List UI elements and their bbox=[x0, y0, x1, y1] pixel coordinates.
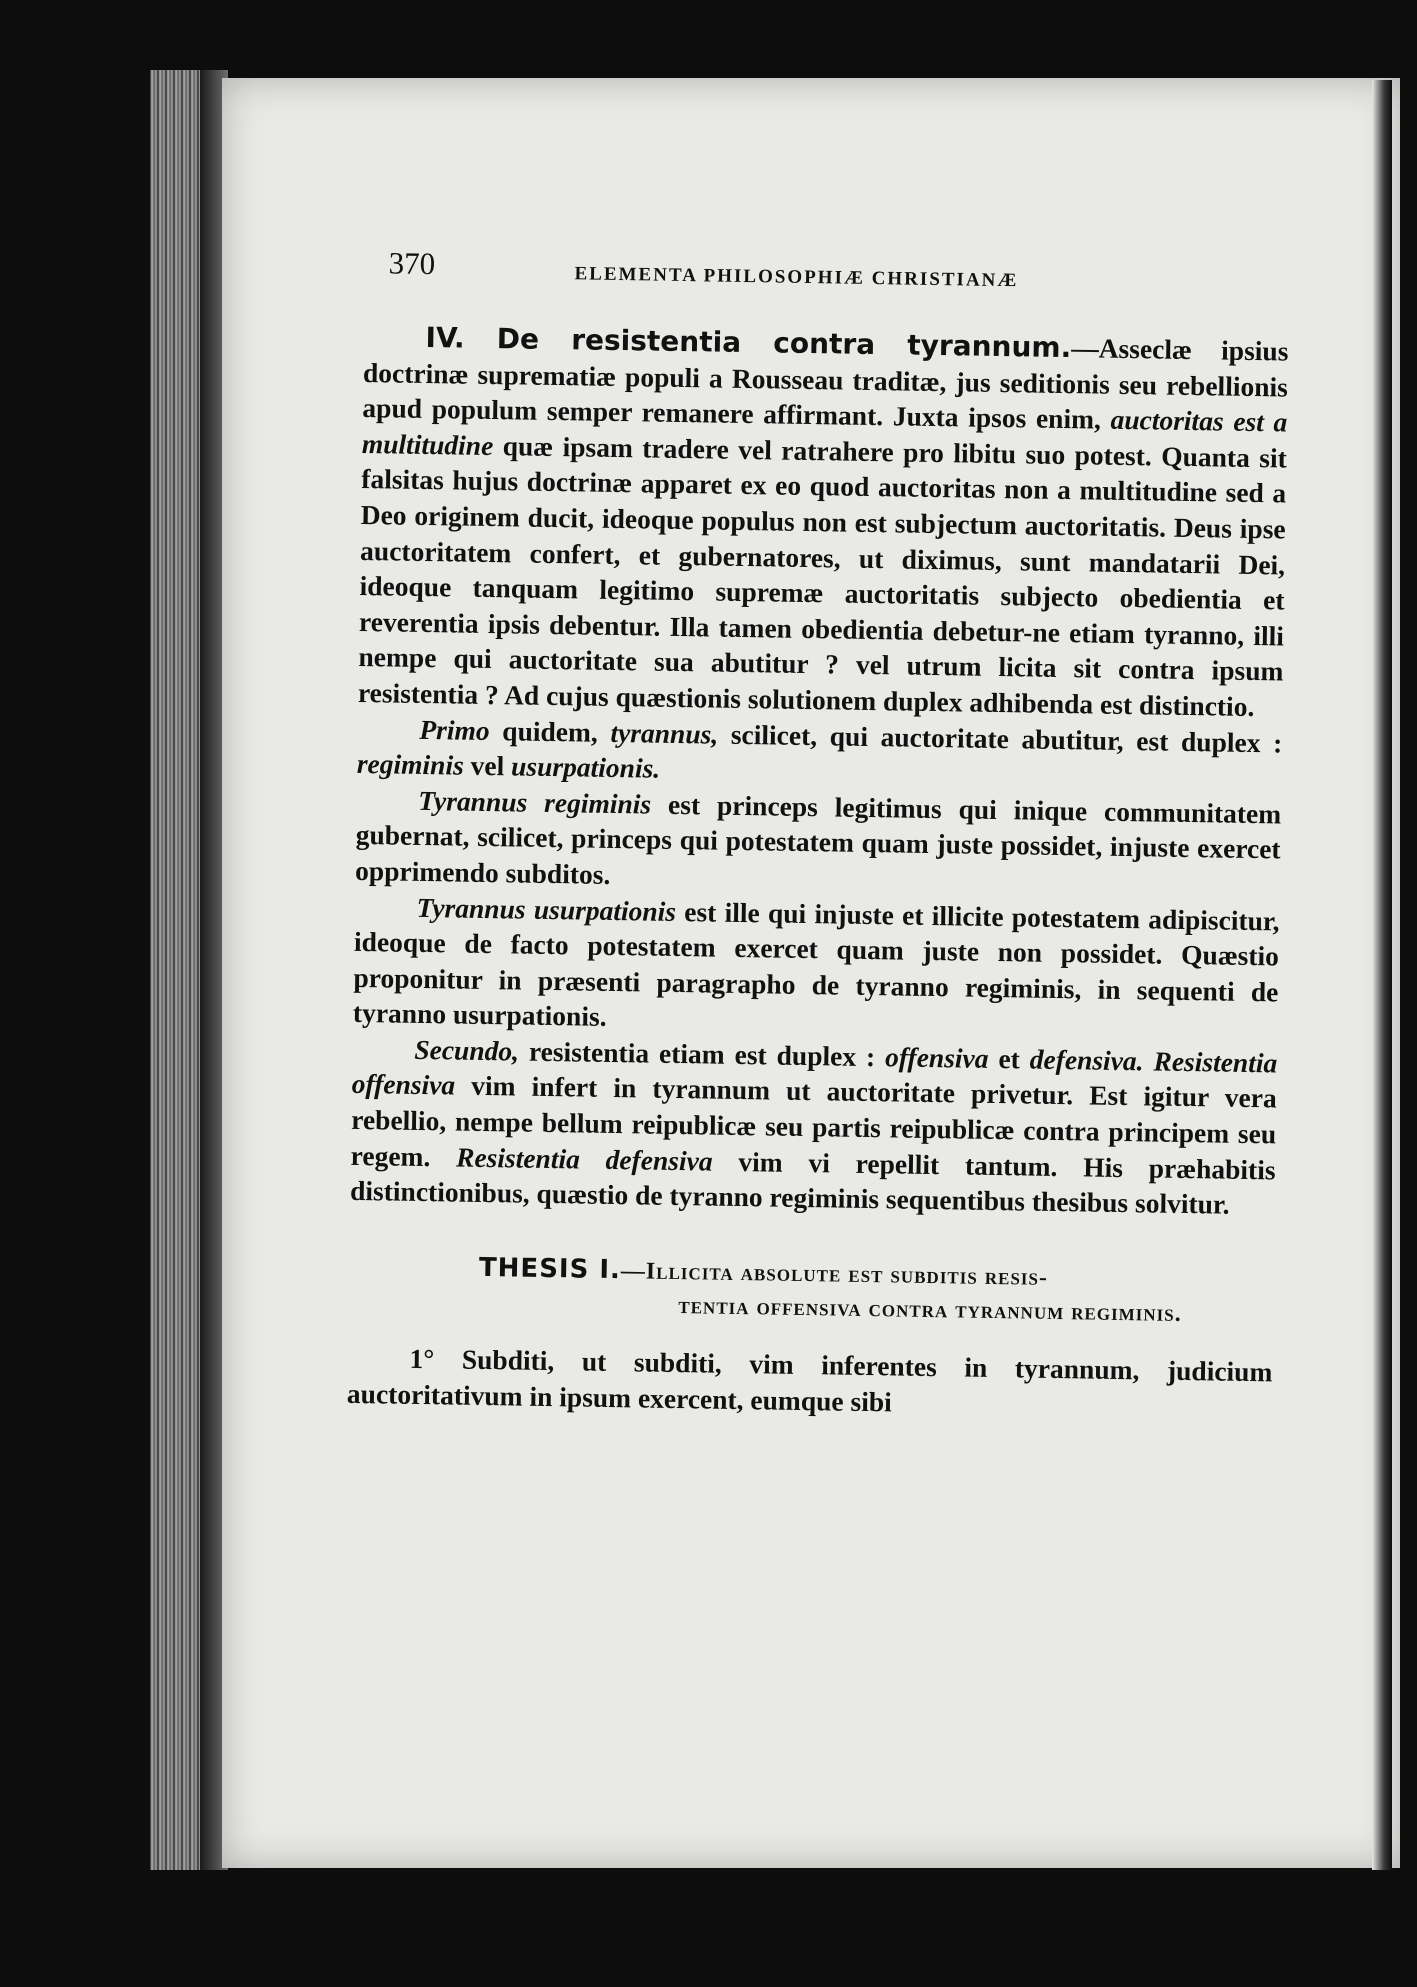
page-text-block bbox=[347, 245, 1290, 1426]
italic-run: tyrannus, bbox=[610, 716, 719, 750]
text-run: quidem, bbox=[489, 714, 611, 748]
italic-run: Tyrannus regiminis bbox=[418, 784, 652, 820]
italic-run: usurpationis. bbox=[510, 750, 661, 784]
paragraph-4 bbox=[353, 888, 1280, 1045]
text-run: et bbox=[988, 1042, 1031, 1075]
text-run: vim infert in tyrannum ut auctoritate privetur. Est igitur vera rebellio, nempe bellum reipublicæ seu partis reipublicæ contra principem seu regem. bbox=[350, 1069, 1277, 1173]
section-heading: IV. De resistentia contra tyrannum. bbox=[425, 320, 1072, 365]
text-run: scilicet, qui auctoritate abutitur, est duplex : bbox=[717, 718, 1283, 758]
paragraph-5 bbox=[350, 1031, 1278, 1223]
italic-run: Resistentia offensiva bbox=[351, 1045, 1278, 1101]
italic-run: offensiva bbox=[884, 1041, 989, 1074]
thesis-heading bbox=[348, 1247, 1274, 1333]
paragraph-3 bbox=[355, 782, 1282, 903]
paragraph-6: 1° Subditi, ut subditi, vim inferentes in tyrannum, judicium auctoritativum in ipsum exercent, eumque sibi bbox=[346, 1343, 1273, 1418]
italic-run: Primo bbox=[419, 713, 490, 746]
italic-run: defensiva. bbox=[1029, 1043, 1144, 1077]
italic-run: regiminis bbox=[356, 748, 465, 781]
paragraph-1 bbox=[358, 319, 1289, 725]
italic-run: auctoritas est a multitudine bbox=[361, 403, 1288, 461]
text-run: vel bbox=[463, 749, 512, 782]
running-title: ELEMENTA PHILOSOPHIÆ CHRISTIANÆ bbox=[574, 263, 1019, 292]
page-number: 370 bbox=[388, 245, 436, 282]
text-run: est ille qui injuste et illicite potestatem adipiscitur, ideoque de facto potestatem exercet quam juste non possidet. Quæstio proponitur in præsenti paragrapho de tyranno regiminis, in sequenti de tyranno usurpationis. bbox=[352, 895, 1280, 1033]
text-run: vim vi repellit tantum. His præhabitis distinctionibus, quæstio de tyranno regiminis sequentibus thesibus solvitur. bbox=[349, 1145, 1276, 1220]
text-run: quæ ipsam tradere vel ratrahere pro libitu suo potest. Quanta sit falsitas hujus doctrinæ apparet ex eo quod auctoritas non a multitudine sed a Deo originem ducit, ideoque populus non est subjectum auctoritatis. Deus ipse auctoritatem confert, et gubernatores, ut diximus, sunt mandatarii Dei, ideoque tanquam legitimo supremæ auctoritatis subjecto obedientia et reverentia ipsis debentur. Illa tamen obedientia debetur-ne etiam tyranno, illi nempe qui auctoritate sua abutitur ? vel utrum licita sit contra ipsum resistentia ? Ad cujus quæstionis solutionem duplex adhibenda est distinctio. bbox=[357, 429, 1288, 722]
text-run: est princeps legitimus qui inique communitatem gubernat, scilicet, princeps qui potestatem quam juste possidet, injuste exercet opprimendo subditos. bbox=[354, 788, 1282, 890]
italic-run: Tyrannus usurpationis bbox=[416, 891, 677, 927]
italic-run: Secundo, bbox=[414, 1033, 520, 1067]
italic-run: Resistentia defensiva bbox=[455, 1141, 713, 1177]
thesis-text-continued: tentia offensiva contra tyrannum regiminis. bbox=[678, 1293, 1182, 1328]
thesis-label: THESIS I. bbox=[478, 1252, 622, 1285]
text-run: —Asseclæ ipsius doctrinæ suprematiæ populi a Rousseau traditæ, jus seditionis seu rebellionis apud populum semper remanere affirmant. Juxta ipsos enim, bbox=[362, 332, 1289, 435]
page-right-edge bbox=[1372, 80, 1392, 1870]
text-run: resistentia etiam est duplex : bbox=[518, 1035, 886, 1073]
thesis-text-line1: —Illicita absolute est subditis resis- bbox=[620, 1257, 1049, 1291]
